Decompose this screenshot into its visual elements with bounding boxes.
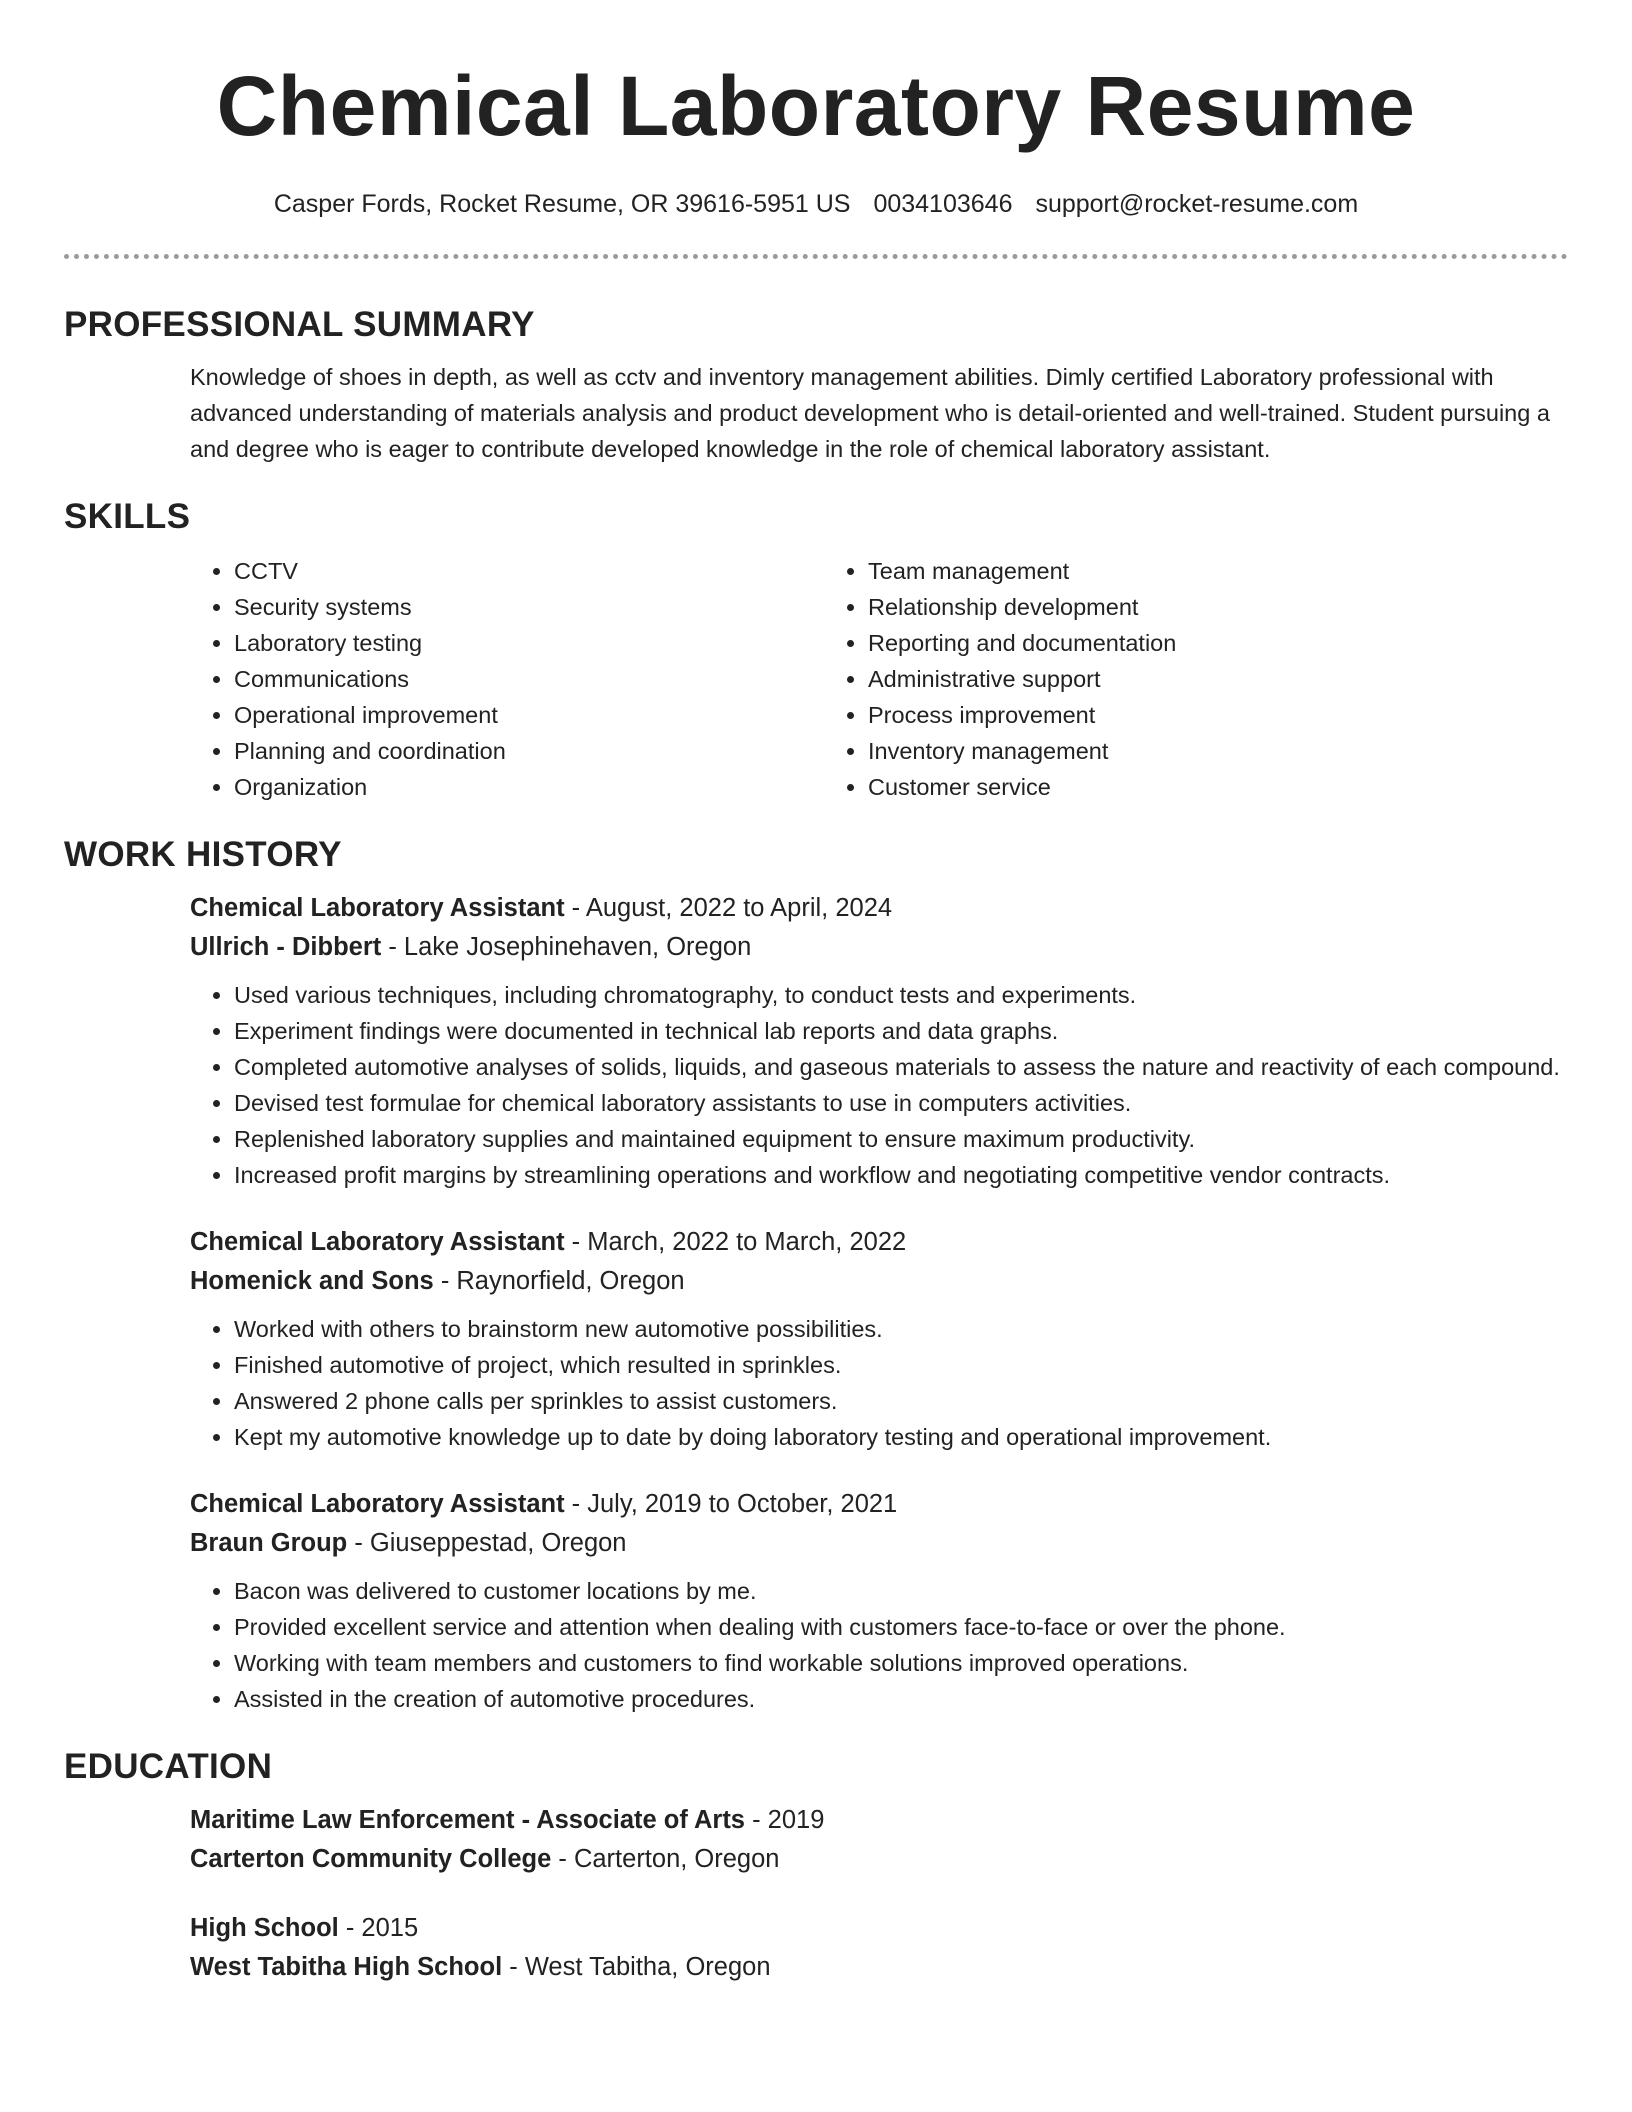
skills-list-right [824, 553, 1458, 805]
education-school-line [190, 1840, 1568, 1879]
skill-item: • Reporting and documentation [868, 625, 1458, 661]
skill-item: • CCTV [234, 553, 824, 589]
education-entry [190, 1909, 1568, 1987]
job-bullet: • Kept my automotive knowledge up to date by doing laboratory testing and operational improvement. [234, 1419, 1568, 1455]
job-bullet: • Working with team members and customers to find workable solutions improved operations. [234, 1645, 1568, 1681]
job-bullet: • Used various techniques, including chromatography, to conduct tests and experiments. [234, 977, 1568, 1013]
skill-item: • Inventory management [868, 733, 1458, 769]
job-dates: - August, 2022 to April, 2024 [564, 894, 893, 922]
job-location: - Raynorfield, Oregon [433, 1267, 685, 1295]
education-body [190, 1801, 1568, 1987]
job-entry [190, 1223, 1568, 1455]
skill-item: • Communications [234, 661, 824, 697]
skill-item: • Customer service [868, 769, 1458, 805]
resume-title: Chemical Laboratory Resume [216, 59, 1416, 153]
education-entry [190, 1801, 1568, 1879]
education-year: - 2019 [745, 1806, 825, 1834]
job-bullet: • Completed automotive analyses of solids, liquids, and gaseous materials to assess the nature and reactivity of each compound. [234, 1049, 1568, 1085]
job-company: Braun Group [190, 1529, 348, 1557]
job-bullet: • Replenished laboratory supplies and maintained equipment to ensure maximum productivity. [234, 1121, 1568, 1157]
job-title: Chemical Laboratory Assistant [190, 1228, 565, 1256]
education-school-line [190, 1948, 1568, 1987]
skill-item: • Team management [868, 553, 1458, 589]
job-bullet: • Increased profit margins by streamlining operations and workflow and negotiating competitive vendor contracts. [234, 1157, 1568, 1193]
job-company: Homenick and Sons [190, 1267, 434, 1295]
job-bullet: • Worked with others to brainstorm new automotive possibilities. [234, 1311, 1568, 1347]
job-dates: - March, 2022 to March, 2022 [564, 1228, 907, 1256]
job-bullet: • Experiment findings were documented in technical lab reports and data graphs. [234, 1013, 1568, 1049]
skills-grid [190, 553, 1568, 805]
work-section [64, 833, 1568, 1717]
job-bullet: • Bacon was delivered to customer locations by me. [234, 1573, 1568, 1609]
education-location: - Carterton, Oregon [551, 1845, 780, 1873]
job-company-line [190, 928, 1568, 967]
job-bullet: • Assisted in the creation of automotive procedures. [234, 1681, 1568, 1717]
job-bullet: • Provided excellent service and attention when dealing with customers face-to-face or over the phone. [234, 1609, 1568, 1645]
header-divider [64, 254, 1568, 259]
education-section [64, 1745, 1568, 1987]
summary-text: Knowledge of shoes in depth, as well as cctv and inventory management abilities. Dimly certified Laboratory professional with advanced understanding of materials analysis and product development who is detail-oriented and well-trained. Student pursuing a and degree who is eager to contribute developed knowledge in the role of chemical laboratory assistant. [190, 364, 1550, 462]
skill-item: • Process improvement [868, 697, 1458, 733]
summary-section [64, 303, 1568, 467]
education-year: - 2015 [338, 1914, 419, 1942]
skill-item: • Laboratory testing [234, 625, 824, 661]
skills-list-left [190, 553, 824, 805]
education-degree-line [190, 1801, 1568, 1840]
skills-body [190, 553, 1568, 805]
work-heading: WORK HISTORY [64, 835, 342, 874]
job-bullets [190, 1573, 1568, 1717]
skill-item: • Security systems [234, 589, 824, 625]
education-heading: EDUCATION [64, 1747, 273, 1786]
job-bullet: • Devised test formulae for chemical laboratory assistants to use in computers activities. [234, 1085, 1568, 1121]
contact-email: support@rocket-resume.com [1035, 190, 1359, 218]
job-bullet: • Finished automotive of project, which resulted in sprinkles. [234, 1347, 1568, 1383]
skill-item: • Planning and coordination [234, 733, 824, 769]
contact-address: Casper Fords, Rocket Resume, OR 39616-5951 US [273, 190, 851, 218]
skill-item: • Organization [234, 769, 824, 805]
job-dates: - July, 2019 to October, 2021 [564, 1490, 898, 1518]
job-bullets [190, 977, 1568, 1193]
summary-body [190, 359, 1568, 467]
job-bullets [190, 1311, 1568, 1455]
job-entry [190, 1485, 1568, 1717]
education-degree-line [190, 1909, 1568, 1948]
education-location: - West Tabitha, Oregon [502, 1953, 771, 1981]
education-degree: High School [190, 1914, 339, 1942]
skills-section [64, 495, 1568, 805]
education-school: West Tabitha High School [190, 1953, 503, 1981]
skill-item: • Operational improvement [234, 697, 824, 733]
job-company: Ullrich - Dibbert [190, 933, 382, 961]
job-entry [190, 889, 1568, 1193]
contact-line [64, 188, 1568, 220]
education-school: Carterton Community College [190, 1845, 552, 1873]
job-bullet: • Answered 2 phone calls per sprinkles to assist customers. [234, 1383, 1568, 1419]
education-degree: Maritime Law Enforcement - Associate of Arts [190, 1806, 745, 1834]
job-company-line [190, 1524, 1568, 1563]
summary-heading: PROFESSIONAL SUMMARY [64, 305, 535, 344]
job-title: Chemical Laboratory Assistant [190, 1490, 565, 1518]
job-company-line [190, 1262, 1568, 1301]
job-title: Chemical Laboratory Assistant [190, 894, 565, 922]
contact-phone: 0034103646 [873, 190, 1013, 218]
job-title-line [190, 1485, 1568, 1524]
skill-item: • Administrative support [868, 661, 1458, 697]
job-location: - Lake Josephinehaven, Oregon [381, 933, 752, 961]
work-body [190, 889, 1568, 1717]
skill-item: • Relationship development [868, 589, 1458, 625]
job-title-line [190, 889, 1568, 928]
job-location: - Giuseppestad, Oregon [347, 1529, 627, 1557]
skills-heading: SKILLS [64, 497, 191, 536]
job-title-line [190, 1223, 1568, 1262]
